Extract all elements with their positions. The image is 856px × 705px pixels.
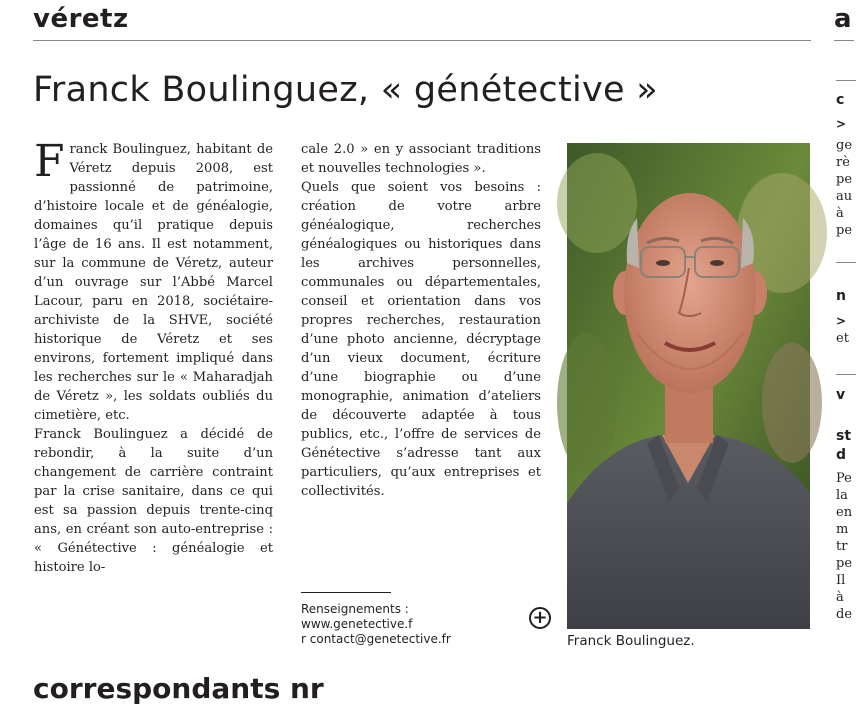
- info-label: Renseignements :: [301, 602, 409, 616]
- article-column-1: [34, 136, 273, 577]
- right-column-line: tr: [836, 539, 848, 554]
- info-separator: [301, 592, 391, 593]
- adjacent-section-rule: [834, 40, 854, 41]
- right-column-line: pe: [836, 223, 853, 238]
- photo-caption: Franck Boulinguez.: [567, 633, 695, 649]
- right-column-heading: d: [836, 447, 847, 463]
- right-column-line: de: [836, 607, 853, 622]
- dropcap: F: [34, 136, 65, 187]
- right-column-line: Il: [836, 573, 846, 588]
- right-column-line: au: [836, 189, 853, 204]
- right-column-arrow: >: [836, 117, 847, 131]
- right-column-heading: st: [836, 428, 852, 444]
- right-column-line: Pe: [836, 471, 852, 486]
- right-column-heading: v: [836, 387, 846, 403]
- right-column-line: la: [836, 488, 848, 503]
- right-column-line: pe: [836, 172, 853, 187]
- article-headline: Franck Boulinguez, « génétective »: [33, 70, 658, 110]
- right-column-line: en: [836, 505, 853, 520]
- right-column-rule: [836, 374, 856, 375]
- right-column-line: pe: [836, 556, 853, 571]
- right-column-rule: [836, 80, 856, 81]
- info-box: [301, 602, 451, 647]
- right-column-line: à: [836, 206, 844, 221]
- right-column-line: et: [836, 331, 849, 346]
- right-column-line: ge: [836, 138, 853, 153]
- right-column-heading: n: [836, 288, 846, 304]
- right-column-arrow: >: [836, 314, 847, 328]
- article-paragraph: cale 2.0 » en y associant traditions et nouvelles technologies ».: [301, 142, 541, 176]
- article-paragraph: Quels que soient vos besoins : création de votre arbre généalogique, recherches généalogiques ou historiques dans les archives personnelles, communales ou départementales, conseil et orientation dans vos propres recherches, restauration d’une photo ancienne, décryptage d’un vieux document, écriture d’une biographie ou d’une monographie, animation d’ateliers de découverte adaptée à tous publics, etc., l’offre de services de Génétective s’adresse tant aux particuliers, qu’aux entreprises et collectivités.: [301, 180, 541, 499]
- paragraph-text: ranck Boulinguez, habitant de Véretz depuis 2008, est passionné de patrimoine, d’histoire locale et de généalogie, domaines qu’il pratique depuis l’âge de 16 ans. Il est notamment, sur la commune de Véretz, auteur d’un ouvrage sur l’Abbé Marcel Lacour, paru en 2018, sociétaire-archiviste de la SHVE, société historique de Véretz et ses environs, fortement impliqué dans les recherches sur le « Maharadjah de Véretz », les soldats oubliés du cimetière, etc.: [34, 142, 273, 423]
- section-title: véretz: [33, 4, 129, 34]
- adjacent-section-title: a: [834, 4, 852, 34]
- right-column-heading: c: [836, 92, 845, 108]
- article-paragraph: [34, 136, 273, 425]
- bottom-section-title: correspondants nr: [33, 672, 324, 705]
- info-website-link[interactable]: www.genetective.f: [301, 617, 413, 631]
- right-column-line: m: [836, 522, 849, 537]
- right-column-rule: [836, 262, 856, 263]
- section-rule: [33, 40, 811, 41]
- info-email-link[interactable]: r contact@genetective.fr: [301, 632, 451, 646]
- portrait-illustration: [567, 143, 810, 629]
- plus-icon[interactable]: +: [529, 607, 551, 629]
- portrait-photo: [567, 143, 810, 629]
- article-paragraph: Franck Boulinguez a décidé de rebondir, à la suite d’un changement de carrière contraint par la crise sanitaire, dans ce qui est sa passion depuis trente-cinq ans, en créant son auto-entreprise : « Génétective : généalogie et histoire lo-: [34, 427, 273, 575]
- right-column-line: à: [836, 590, 844, 605]
- right-column-line: rè: [836, 155, 850, 170]
- article-column-2: [301, 140, 541, 501]
